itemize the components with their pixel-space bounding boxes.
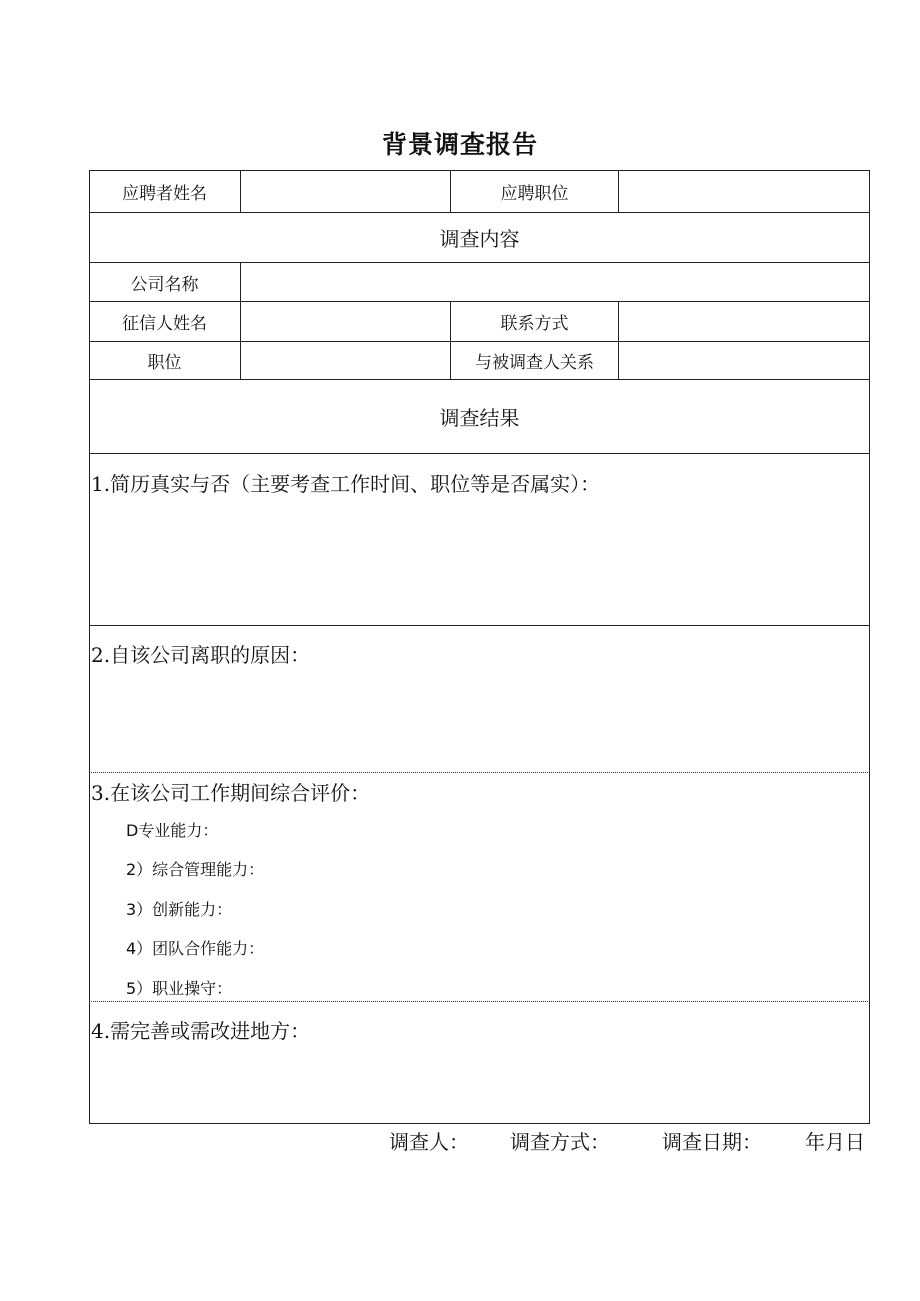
question-1-text: 1.简历真实与否（主要考查工作时间、职位等是否属实）： [91,472,601,496]
footer-ymd: 年月日 [805,1130,865,1154]
footer-date: 调查日期： [662,1130,762,1154]
question-1-block[interactable] [89,453,870,625]
question-3-text: 3.在该公司工作期间综合评价： [91,781,371,805]
q3-item-management: 2）综合管理能力： [126,860,265,879]
contact-field[interactable] [618,301,870,341]
q3-item-innovation: 3）创新能力： [126,900,233,919]
relation-label: 与被调查人关系 [450,341,618,379]
footer-method: 调查方式： [510,1130,610,1154]
question-2-text: 2.自该公司离职的原因： [91,643,311,667]
q3-item-professional: D专业能力： [126,821,219,840]
applied-position-field[interactable] [618,170,870,212]
referee-position-field[interactable] [240,341,450,379]
q3-item-teamwork: 4）团队合作能力： [126,939,265,958]
section-result-header: 调查结果 [89,379,870,453]
applicant-name-field[interactable] [240,170,450,212]
section-content-header: 调查内容 [89,212,870,262]
applied-position-label: 应聘职位 [450,170,618,212]
contact-label: 联系方式 [450,301,618,341]
question-3-block[interactable] [89,772,870,1001]
relation-field[interactable] [618,341,870,379]
applicant-name-label: 应聘者姓名 [122,183,207,204]
referee-position-label: 职位 [89,341,240,379]
page-title: 背景调查报告 [381,130,538,159]
report-form [89,170,870,1124]
referee-name-label: 征信人姓名 [89,301,240,341]
question-4-text: 4.需完善或需改进地方： [91,1019,311,1043]
company-name-field[interactable] [240,262,870,301]
question-2-block[interactable] [89,625,870,772]
referee-name-field[interactable] [240,301,450,341]
footer-investigator: 调查人： [389,1130,469,1154]
q3-item-ethics: 5）职业操守： [126,979,233,998]
question-4-block[interactable] [89,1001,870,1124]
company-name-label: 公司名称 [89,262,240,301]
